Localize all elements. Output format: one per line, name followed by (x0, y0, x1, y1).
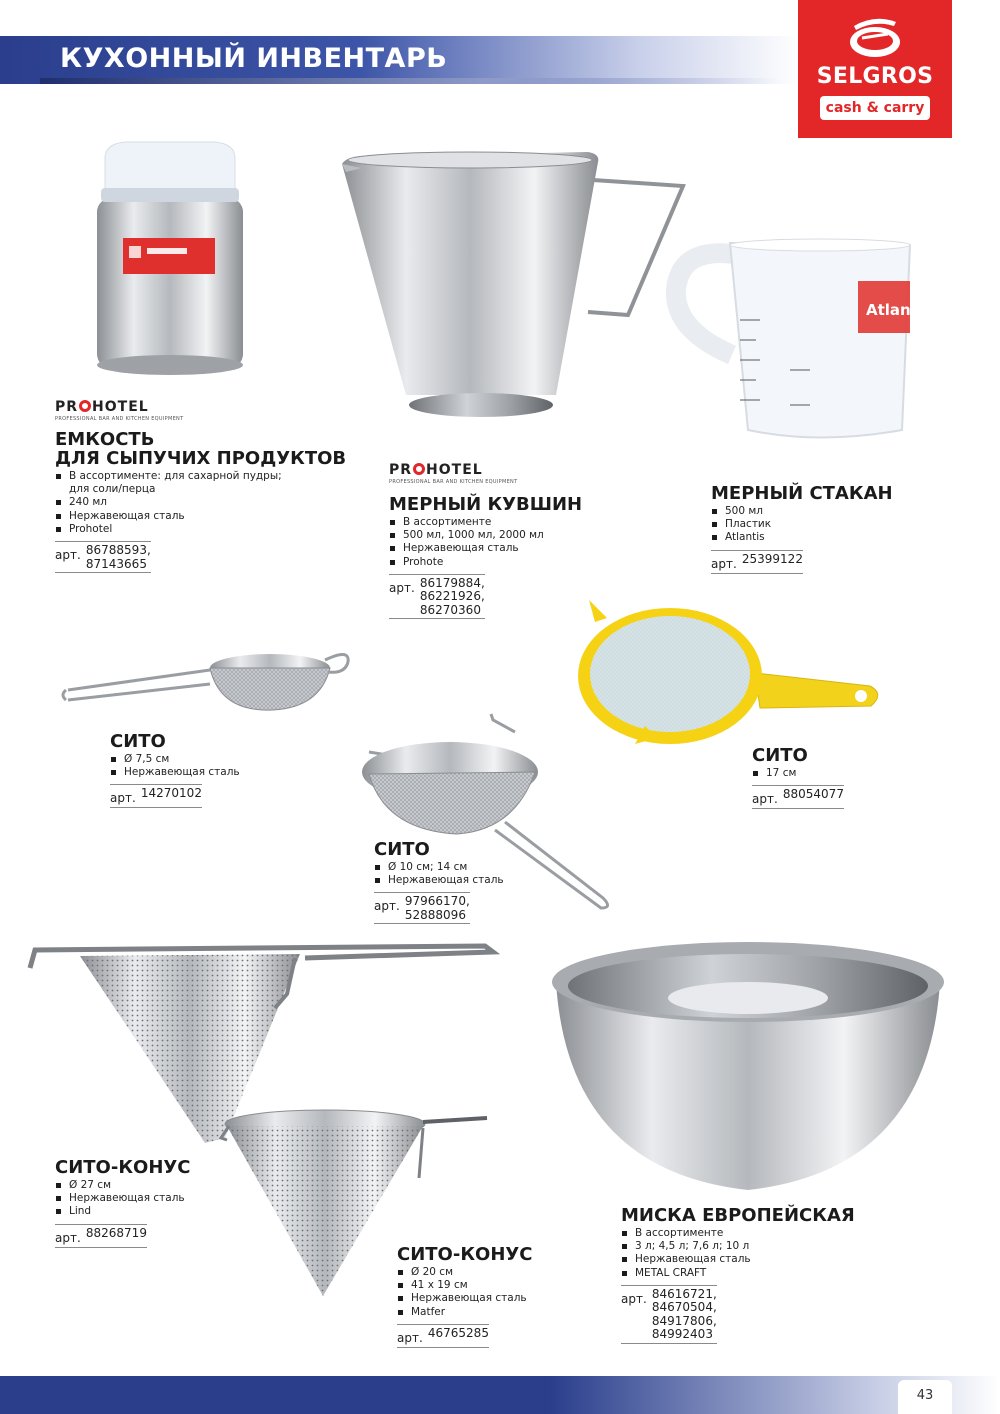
product-large-cone (55, 1158, 275, 1248)
feature-item: Ø 10 см; 14 см (374, 861, 604, 874)
feature-item: В ассортименте (389, 516, 639, 529)
article-number (110, 784, 202, 808)
product-bowl (621, 1206, 921, 1344)
article-label: арт. (752, 792, 778, 807)
article-label: арт. (374, 899, 400, 914)
article-number (397, 1324, 489, 1348)
article-code: 86788593, (85, 543, 151, 558)
feature-item: 3 л; 4,5 л; 7,6 л; 10 л (621, 1240, 921, 1253)
brand-subtitle: PROFESSIONAL BAR AND KITCHEN EQUIPMENT (389, 479, 518, 485)
feature-item: 240 мл (55, 496, 355, 509)
feature-item: METAL CRAFT (621, 1267, 921, 1280)
feature-item: Prohotel (55, 523, 355, 536)
ring-icon (79, 400, 91, 412)
feature-item: Нержавеющая сталь (55, 510, 355, 523)
article-code: 84917806, (651, 1313, 717, 1328)
article-number (711, 550, 803, 574)
product-title (55, 1158, 275, 1177)
product-title-line: СИТО (374, 839, 430, 860)
product-title (389, 495, 639, 514)
article-number (55, 541, 151, 573)
feature-list (374, 861, 604, 887)
page-number: 43 (916, 1388, 934, 1403)
product-title (711, 484, 931, 503)
article-label: арт. (55, 1230, 81, 1245)
brand-prefix: PR (55, 399, 79, 415)
article-code: 88268719 (85, 1225, 147, 1240)
article-number (621, 1285, 717, 1344)
bowl-image (548, 940, 946, 1200)
ring-icon (413, 463, 425, 475)
article-code: 86270360 (419, 602, 481, 617)
feature-item: 500 мл, 1000 мл, 2000 мл (389, 529, 639, 542)
feature-item: Нержавеющая сталь (374, 874, 604, 887)
feature-list (711, 505, 931, 545)
footer-gradient (0, 1376, 1000, 1414)
product-small-cone (397, 1245, 617, 1348)
product-title (374, 840, 604, 859)
article-number (55, 1224, 147, 1248)
feature-item: Atlantis (711, 531, 931, 544)
feature-item: В ассортименте (621, 1227, 921, 1240)
article-number (374, 892, 470, 924)
product-title-line: ДЛЯ СЫПУЧИХ ПРОДУКТОВ (55, 448, 347, 469)
product-title-line: МИСКА ЕВРОПЕЙСКАЯ (621, 1205, 855, 1226)
product-title (110, 732, 330, 751)
article-label: арт. (397, 1330, 423, 1345)
prohotel-brand-logo (55, 399, 355, 415)
product-small-sieve (110, 732, 330, 808)
feature-item: В ассортименте: для сахарной пудры; (55, 470, 355, 483)
article-code: 84992403 (651, 1327, 713, 1342)
product-measuring-jug (389, 462, 639, 619)
brand-subtitle: PROFESSIONAL BAR AND KITCHEN EQUIPMENT (55, 416, 184, 422)
article-number (752, 785, 844, 809)
prohotel-brand-logo (389, 462, 639, 478)
feature-list (752, 767, 952, 780)
feature-list (389, 516, 639, 569)
feature-item: Пластик (711, 518, 931, 531)
product-title-line: СИТО-КОНУС (397, 1244, 533, 1265)
brand-prefix: PR (389, 462, 413, 478)
article-code: 46765285 (427, 1325, 489, 1340)
feature-item: 17 см (752, 767, 952, 780)
product-yellow-sieve (752, 746, 952, 809)
article-code: 84616721, (651, 1286, 717, 1301)
article-label: арт. (621, 1291, 647, 1306)
article-label: арт. (110, 791, 136, 806)
feature-list (55, 1179, 275, 1219)
feature-item: Ø 27 см (55, 1179, 275, 1192)
feature-list (397, 1266, 617, 1319)
feature-item: Нержавеющая сталь (55, 1192, 275, 1205)
product-medium-sieve (374, 840, 604, 924)
article-code: 86179884, (419, 575, 485, 590)
article-code: 97966170, (404, 894, 470, 909)
selgros-logo (798, 0, 952, 138)
feature-item: Ø 20 см (397, 1266, 617, 1279)
article-code: 52888096 (404, 907, 466, 922)
feature-item: Нержавеющая сталь (110, 766, 330, 779)
feature-item: Нержавеющая сталь (397, 1292, 617, 1305)
feature-list (55, 470, 355, 536)
product-measuring-cup (711, 484, 931, 574)
shaker-image (95, 140, 245, 375)
feature-item: Ø 7,5 см (110, 753, 330, 766)
header-underline (40, 78, 780, 84)
cup-brand-label: Atlan (866, 301, 911, 319)
feature-item: Нержавеющая сталь (389, 542, 639, 555)
product-title (752, 746, 952, 765)
article-code: 14270102 (140, 786, 202, 801)
product-title-line: МЕРНЫЙ КУВШИН (389, 494, 583, 515)
article-code: 88054077 (782, 787, 844, 802)
small-sieve-image (60, 640, 355, 715)
article-label: арт. (711, 556, 737, 571)
feature-item: 500 мл (711, 505, 931, 518)
product-title-line: СИТО-КОНУС (55, 1157, 191, 1178)
measuring-cup-image (670, 235, 920, 445)
product-title-line: СИТО (752, 745, 808, 766)
product-title (55, 430, 355, 468)
feature-item: для соли/перца (69, 483, 156, 496)
article-label: арт. (389, 580, 415, 595)
brand-suffix: HOTEL (426, 462, 483, 478)
feature-item: Lind (55, 1205, 275, 1218)
page-title: КУХОННЫЙ ИНВЕНТАРЬ (60, 43, 448, 74)
product-title-line: СИТО (110, 731, 166, 752)
product-title (397, 1245, 617, 1264)
article-code: 87143665 (85, 556, 147, 571)
brand-suffix: HOTEL (92, 399, 149, 415)
feature-item: 41 x 19 см (397, 1279, 617, 1292)
measuring-jug-image (338, 150, 690, 425)
article-code: 25399122 (741, 551, 803, 566)
product-title-line: ЕМКОСТЬ (55, 429, 155, 450)
article-label: арт. (55, 548, 81, 563)
feature-item: Prohote (389, 556, 639, 569)
product-title (621, 1206, 921, 1225)
logo-tagline: cash & carry (820, 96, 930, 120)
article-number (389, 574, 485, 620)
fork-plate-logo-icon (848, 14, 902, 60)
product-shaker (55, 399, 355, 573)
logo-name: SELGROS (816, 64, 934, 89)
product-title-line: МЕРНЫЙ СТАКАН (711, 483, 893, 504)
feature-item: Matfer (397, 1306, 617, 1319)
article-code: 84670504, (651, 1300, 717, 1315)
feature-list (110, 753, 330, 779)
feature-list (621, 1227, 921, 1280)
article-code: 86221926, (419, 589, 485, 604)
feature-item: Нержавеющая сталь (621, 1253, 921, 1266)
